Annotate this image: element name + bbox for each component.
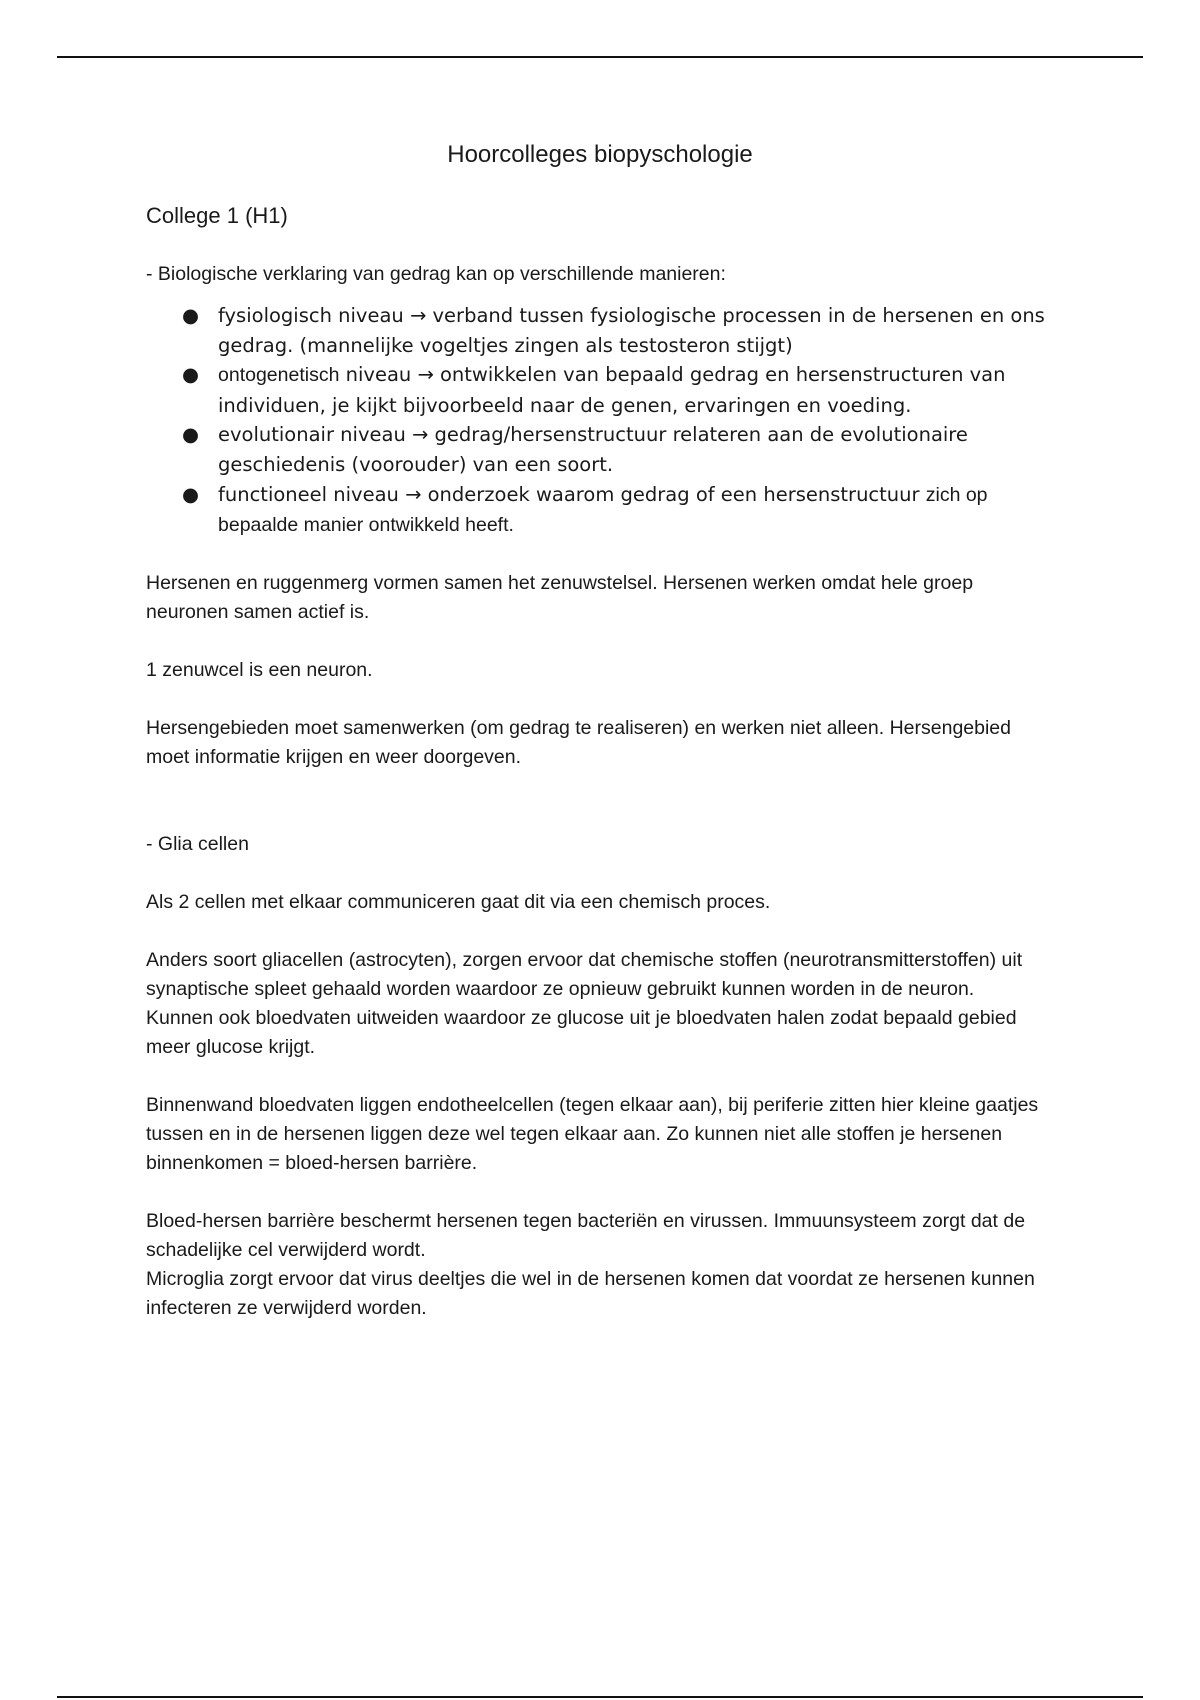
document-title: Hoorcolleges biopyschologie bbox=[447, 141, 753, 168]
paragraph-communication: Als 2 cellen met elkaar communiceren gaat dit via een chemisch proces. bbox=[146, 890, 771, 913]
bullet-icon: ● bbox=[182, 363, 200, 387]
paragraph-brain-regions: Hersengebieden moet samenwerken (om gedrag te realiseren) en werken niet alleen. Hersengebied moet informatie krijgen en weer doorgeven. bbox=[146, 716, 1011, 768]
list-item-text: fysiologisch niveau → verband tussen fysiologische processen in de hersenen en ons gedrag. (mannelijke vogeltjes zingen als testosteron stijgt) bbox=[218, 304, 1045, 357]
paragraph-microglia: Microglia zorgt ervoor dat virus deeltjes die wel in de hersenen komen dat voordat ze hersenen kunnen infecteren ze verwijderd worden. bbox=[146, 1267, 1035, 1319]
list-item-tail: zich op bepaalde manier ontwikkeld heeft. bbox=[218, 483, 988, 537]
list-item bbox=[182, 301, 1046, 360]
list-item-text: functioneel niveau → onderzoek waarom gedrag of een hersenstructuur bbox=[218, 482, 926, 506]
section-heading: College 1 (H1) bbox=[146, 203, 288, 228]
list-item bbox=[182, 420, 1046, 479]
document-body bbox=[146, 140, 1046, 1352]
list-item bbox=[182, 480, 1046, 541]
top-divider bbox=[57, 56, 1143, 58]
levels-list bbox=[146, 301, 1046, 541]
list-item-text: evolutionair niveau → gedrag/hersenstructuur relateren aan de evolutionaire geschiedenis (voorouder) van een soort. bbox=[218, 423, 968, 476]
paragraph-glia-heading: - Glia cellen bbox=[146, 832, 249, 855]
bottom-divider bbox=[57, 1696, 1143, 1698]
paragraph-nervous-system: Hersenen en ruggenmerg vormen samen het zenuwstelsel. Hersenen werken omdat hele groep neuronen samen actief is. bbox=[146, 571, 974, 623]
bullet-icon: ● bbox=[182, 304, 200, 327]
paragraph-immune-system: Bloed-hersen barrière beschermt hersenen tegen bacteriën en virussen. Immuunsysteem zorgt dat de schadelijke cel verwijderd wordt. bbox=[146, 1209, 1026, 1261]
paragraph-blood-vessels: Kunnen ook bloedvaten uitweiden waardoor ze glucose uit je bloedvaten halen zodat bepaald gebied meer glucose krijgt. bbox=[146, 1006, 1017, 1058]
bullet-icon: ● bbox=[182, 482, 200, 506]
bullet-icon: ● bbox=[182, 423, 200, 447]
paragraph-blood-brain-barrier: Binnenwand bloedvaten liggen endotheelcellen (tegen elkaar aan), bij periferie zitten hier kleine gaatjes tussen en in de hersenen liggen deze wel tegen elkaar aan. Zo kunnen niet alle stoffen je hersenen binnenkomen = bloed-hersen barrière. bbox=[146, 1093, 1039, 1174]
intro-paragraph: - Biologische verklaring van gedrag kan op verschillende manieren: bbox=[146, 263, 726, 285]
paragraph-neuron: 1 zenuwcel is een neuron. bbox=[146, 658, 373, 681]
list-item-lead: ontogenetisch bbox=[218, 364, 340, 387]
list-item bbox=[182, 360, 1046, 420]
paragraph-astrocytes: Anders soort gliacellen (astrocyten), zorgen ervoor dat chemische stoffen (neurotransmitterstoffen) uit synaptische spleet gehaald worden waardoor ze opnieuw gebruikt kunnen worden in de neuron. bbox=[146, 948, 1023, 1000]
list-item-text: niveau → ontwikkelen van bepaald gedrag en hersenstructuren van individuen, je kijkt bijvoorbeeld naar de genen, ervaringen en voeding. bbox=[218, 363, 1006, 417]
